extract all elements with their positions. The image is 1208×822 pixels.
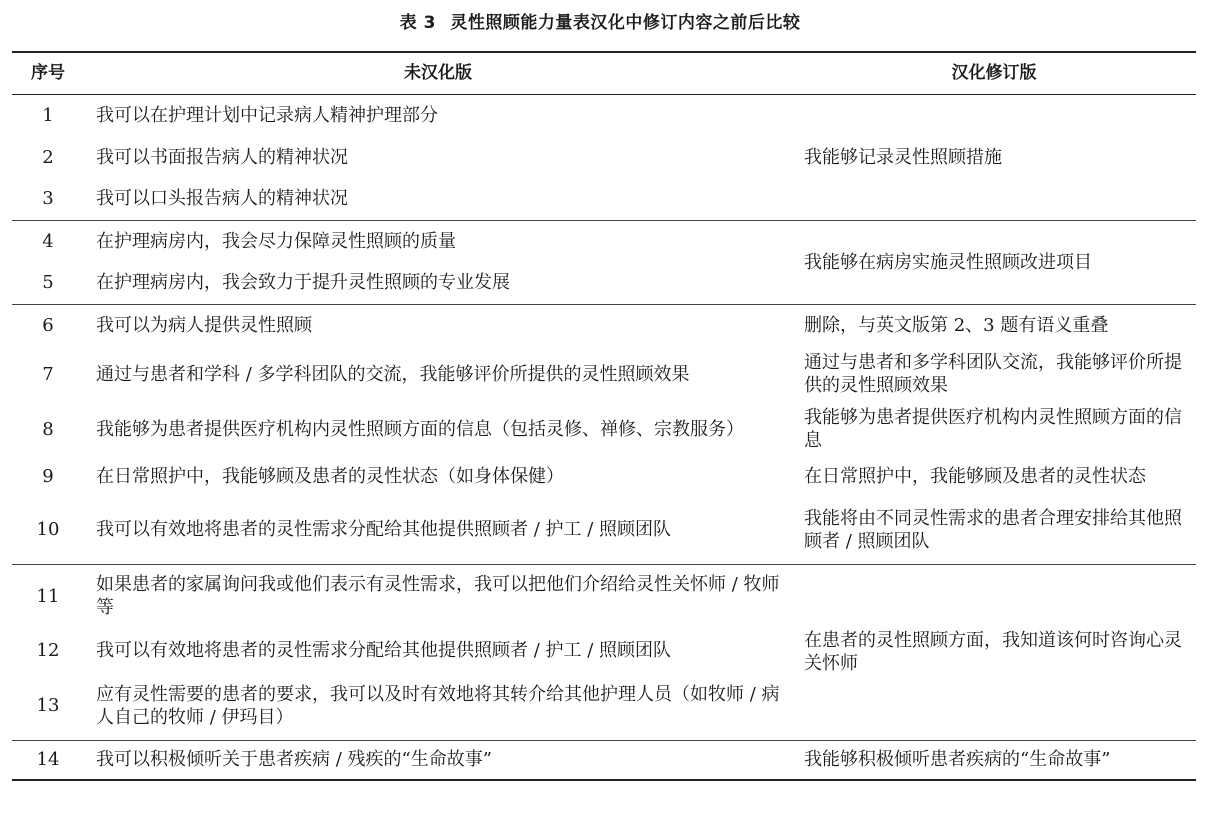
row-revised: 我能将由不同灵性需求的患者合理安排给其他照顾者 / 照顾团队 [804,507,1182,552]
row-num: 6 [12,304,84,346]
row-num: 9 [42,465,54,487]
row-num: 1 [42,104,54,126]
table-caption-title: 灵性照顾能力量表汉化中修订内容之前后比较 [450,13,801,33]
row-num: 8 [42,418,54,440]
row-original: 我可以口头报告病人的精神状况 [96,188,348,210]
row-revised: 我能够积极倾听患者疾病的“生命故事” [792,740,1196,780]
table-row [12,740,1196,780]
row-revised: 在日常照护中，我能够顾及患者的灵性状态 [804,465,1146,487]
row-original: 我可以有效地将患者的灵性需求分配给其他提供照顾者 / 护工 / 照顾团队 [96,519,672,541]
row-original: 我可以在护理计划中记录病人精神护理部分 [96,104,438,126]
row-original: 在护理病房内，我会尽力保障灵性照顾的质量 [84,220,792,262]
row-num: 5 [42,272,54,294]
row-num: 10 [36,519,60,541]
table-row [12,304,1196,346]
table-row [12,346,1196,402]
row-original: 我可以有效地将患者的灵性需求分配给其他提供照顾者 / 护工 / 照顾团队 [96,639,672,661]
row-num: 13 [36,695,60,717]
header-original: 未汉化版 [84,52,792,94]
row-original: 在日常照护中，我能够顾及患者的灵性状态（如身体保健） [96,465,564,487]
table-row [12,456,1196,496]
row-original: 我可以为病人提供灵性照顾 [84,304,792,346]
table-caption-label: 表 3 [399,13,436,33]
header-row [12,52,1196,94]
row-revised: 通过与患者和多学科团队交流，我能够评价所提供的灵性照顾效果 [804,352,1182,396]
row-revised: 删除，与英文版第 2、3 题有语义重叠 [792,304,1196,346]
table-row [12,496,1196,564]
comparison-table [12,51,1196,781]
row-revised: 我能够在病房实施灵性照顾改进项目 [792,220,1196,304]
table-row [12,94,1196,136]
table-row [12,402,1196,456]
row-original: 我能够为患者提供医疗机构内灵性照顾方面的信息（包括灵修、禅修、宗教服务） [96,418,744,440]
row-num: 3 [42,188,54,210]
row-original: 我可以积极倾听关于患者疾病 / 残疾的“生命故事” [84,740,792,780]
header-num: 序号 [12,52,84,94]
row-original: 如果患者的家属询问我或他们表示有灵性需求，我可以把他们介绍给灵性关怀师 / 牧师等 [84,564,792,628]
row-original: 我可以书面报告病人的精神状况 [96,146,348,168]
row-original: 通过与患者和学科 / 多学科团队的交流，我能够评价所提供的灵性照顾效果 [96,363,690,385]
row-num: 7 [42,363,54,385]
row-original: 在护理病房内，我会致力于提升灵性照顾的专业发展 [96,272,510,294]
table-row [12,564,1196,628]
table-row [12,220,1196,262]
row-revised: 我能够记录灵性照顾措施 [804,146,1002,168]
row-revised: 在患者的灵性照顾方面，我知道该何时咨询心灵关怀师 [792,564,1196,740]
row-num: 12 [36,639,60,661]
row-num: 2 [42,146,54,168]
row-num: 14 [12,740,84,780]
row-revised: 我能够为患者提供医疗机构内灵性照顾方面的信息 [804,407,1182,451]
row-num: 11 [12,564,84,628]
row-num: 4 [12,220,84,262]
row-original: 应有灵性需要的患者的要求，我可以及时有效地将其转介给其他护理人员（如牧师 / 病人自己的牧师 / 伊玛目） [96,683,780,728]
header-revised: 汉化修订版 [792,52,1196,94]
table-caption [0,8,1208,33]
